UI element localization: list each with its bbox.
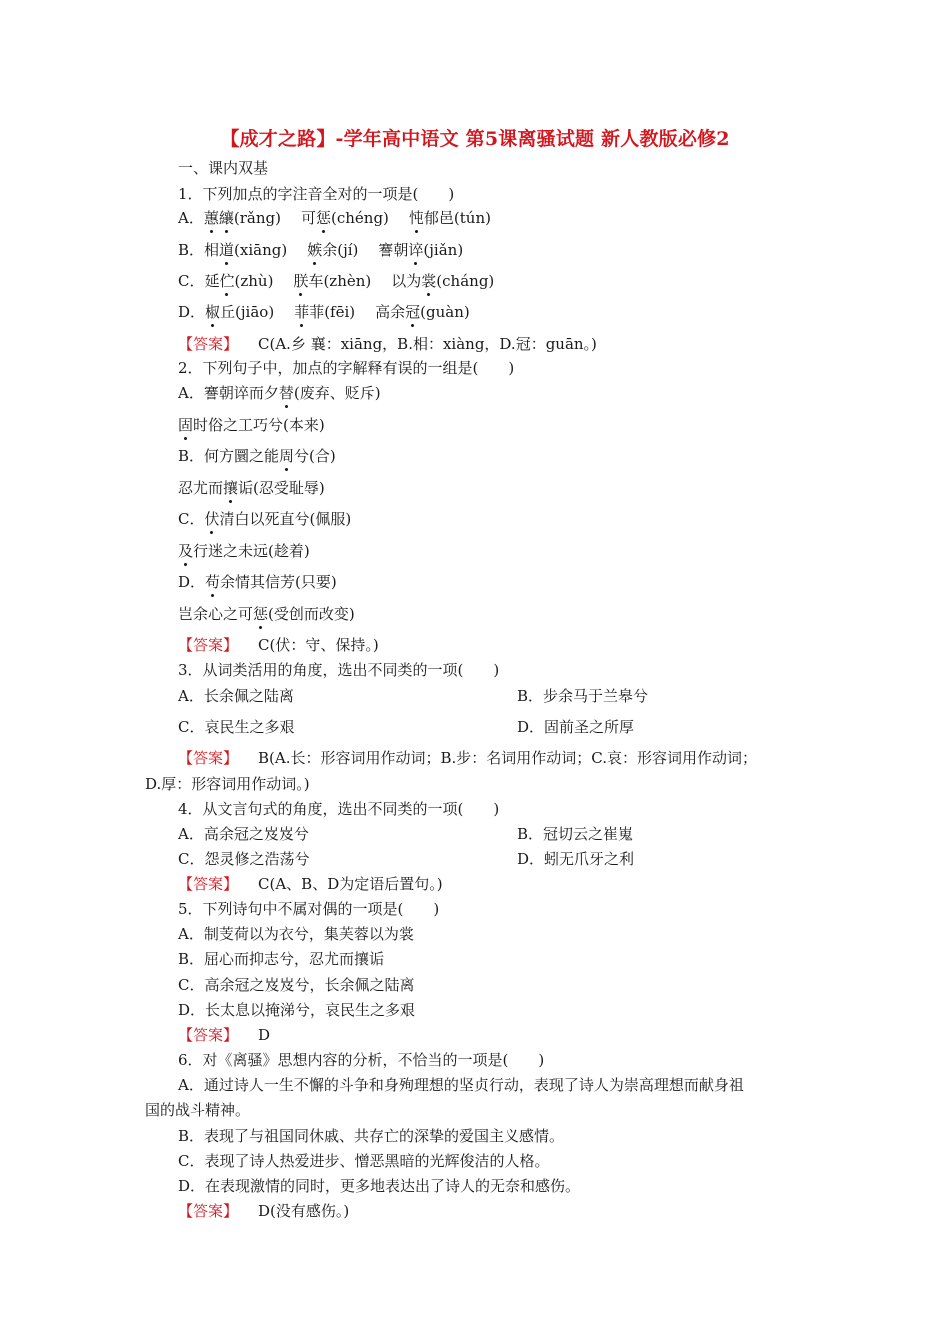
question-3-option-a: A．长余佩之陆离 xyxy=(178,687,294,705)
question-6-option-c: C．表现了诗人热爱进步、憎恶黑暗的光辉俊洁的人格。 xyxy=(178,1152,550,1170)
section-heading: 一、课内双基 xyxy=(178,159,269,177)
question-5-option-d: D．长太息以掩涕兮，哀民生之多艰 xyxy=(178,1001,416,1019)
question-1-option-d: D．椒丘(jiāo) 菲菲(fēi) 高余冠(guàn) xyxy=(178,303,470,321)
document-title: 【成才之路】-学年高中语文 第5课离骚试题 新人教版必修2 xyxy=(220,128,730,150)
question-4-answer: 【答案】 C(A、B、D为定语后置句。) xyxy=(178,875,443,893)
question-3-answer-continued: D.厚：形容词用作动词。) xyxy=(145,775,310,793)
question-3-option-b: B．步余马于兰皋兮 xyxy=(517,687,649,705)
question-6-option-a-line2: 国的战斗精神。 xyxy=(145,1101,251,1119)
question-1-option-a: A．蕙纕(rǎng) 可惩(chéng) 忳郁邑(tún) xyxy=(178,209,491,227)
answer-tag: 【答案】 xyxy=(178,1026,239,1044)
answer-tag: 【答案】 xyxy=(178,1202,239,1220)
answer-tag: 【答案】 xyxy=(178,335,239,353)
question-2-answer: 【答案】 C(伏：守、保持。) xyxy=(178,636,379,654)
question-2-option-a-line2: 固时俗之工巧兮(本来) xyxy=(178,416,325,434)
question-6-stem: 6．对《离骚》思想内容的分析，不恰当的一项是( ) xyxy=(178,1051,545,1069)
answer-tag: 【答案】 xyxy=(178,875,239,893)
dotted-char: 朕 xyxy=(293,272,309,290)
question-1-option-b: B．相道(xiāng) 嫉余(jí) 謇朝谇(jiǎn) xyxy=(178,241,464,259)
answer-tag: 【答案】 xyxy=(178,749,239,767)
question-2-option-b-line1: B．何方圜之能周兮(合) xyxy=(178,447,336,465)
question-2-option-c-line1: C．伏清白以死直兮(佩服) xyxy=(178,510,352,528)
dotted-char: 椒 xyxy=(205,303,221,321)
dotted-char: 苟 xyxy=(205,573,221,591)
question-1-answer: 【答案】 C(A.乡 襄：xiāng，B.相：xiàng，D.冠：guān。) xyxy=(178,335,597,353)
question-4-option-b: B．冠切云之崔嵬 xyxy=(517,825,634,843)
question-6-option-b: B．表现了与祖国同休戚、共存亡的深挚的爱国主义感情。 xyxy=(178,1127,565,1145)
dotted-char: 谇 xyxy=(408,241,424,259)
question-1-stem: 1．下列加点的字注音全对的一项是( ) xyxy=(178,185,455,203)
dotted-char: 固 xyxy=(178,416,194,434)
question-5-answer: 【答案】 D xyxy=(178,1026,271,1044)
dotted-char: 周 xyxy=(279,447,295,465)
dotted-char: 惩 xyxy=(253,605,269,623)
question-2-option-b-line2: 忍尤而攘诟(忍受耻辱) xyxy=(178,479,325,497)
question-3-answer: 【答案】 B(A.长：形容词用作动词；B.步：名词用作动词；C.哀：形容词用作动词； xyxy=(178,749,757,767)
question-3-stem: 3．从词类活用的角度，选出不同类的一项( ) xyxy=(178,661,500,679)
question-4-option-a: A．高余冠之岌岌兮 xyxy=(178,825,309,843)
question-5-option-c: C．高余冠之岌岌兮，长余佩之陆离 xyxy=(178,976,415,994)
question-2-option-d-line2: 岂余心之可惩(受创而改变) xyxy=(178,605,355,623)
question-2-option-d-line1: D．苟余情其信芳(只要) xyxy=(178,573,337,591)
dotted-char: 惩 xyxy=(315,209,331,227)
question-4-option-c: C．怨灵修之浩荡兮 xyxy=(178,850,310,868)
question-6-option-d: D．在表现激情的同时，更多地表达出了诗人的无奈和感伤。 xyxy=(178,1177,581,1195)
dotted-char: 伏 xyxy=(204,510,220,528)
question-4-stem: 4．从文言句式的角度，选出不同类的一项( ) xyxy=(178,800,500,818)
answer-tag: 【答案】 xyxy=(178,636,239,654)
question-3-option-d: D．固前圣之所厚 xyxy=(517,718,635,736)
question-1-option-c: C．延伫(zhù) 朕车(zhèn) 以为裳(cháng) xyxy=(178,272,495,290)
question-2-stem: 2．下列句子中，加点的字解释有误的一组是( ) xyxy=(178,359,515,377)
question-4-option-d: D．蚓无爪牙之利 xyxy=(517,850,635,868)
question-5-option-a: A．制芰荷以为衣兮，集芙蓉以为裳 xyxy=(178,925,414,943)
dotted-char: 冠 xyxy=(405,303,421,321)
dotted-char: 及 xyxy=(178,542,194,560)
question-3-option-c: C．哀民生之多艰 xyxy=(178,718,295,736)
question-6-answer: 【答案】 D(没有感伤。) xyxy=(178,1202,350,1220)
dotted-char: 菲 xyxy=(294,303,310,321)
question-2-option-a-line1: A．謇朝谇而夕替(废弃、贬斥) xyxy=(178,384,381,402)
question-6-option-a-line1: A．通过诗人一生不懈的斗争和身殉理想的坚贞行动，表现了诗人为崇高理想而献身祖 xyxy=(178,1076,744,1094)
dotted-char: 嫉 xyxy=(307,241,323,259)
question-2-option-c-line2: 及行迷之未远(趁着) xyxy=(178,542,310,560)
question-5-option-b: B．屈心而抑志兮，忍尤而攘诟 xyxy=(178,950,385,968)
dotted-char: 裳 xyxy=(421,272,437,290)
dotted-char: 伫 xyxy=(219,272,235,290)
dotted-char: 替 xyxy=(278,384,294,402)
dotted-char: 纕 xyxy=(218,209,234,227)
dotted-char: 攘 xyxy=(223,479,239,497)
question-5-stem: 5．下列诗句中不属对偶的一项是( ) xyxy=(178,900,440,918)
dotted-char: 蕙 xyxy=(203,209,219,227)
dotted-char: 忳 xyxy=(408,209,424,227)
dotted-char: 道 xyxy=(219,241,235,259)
